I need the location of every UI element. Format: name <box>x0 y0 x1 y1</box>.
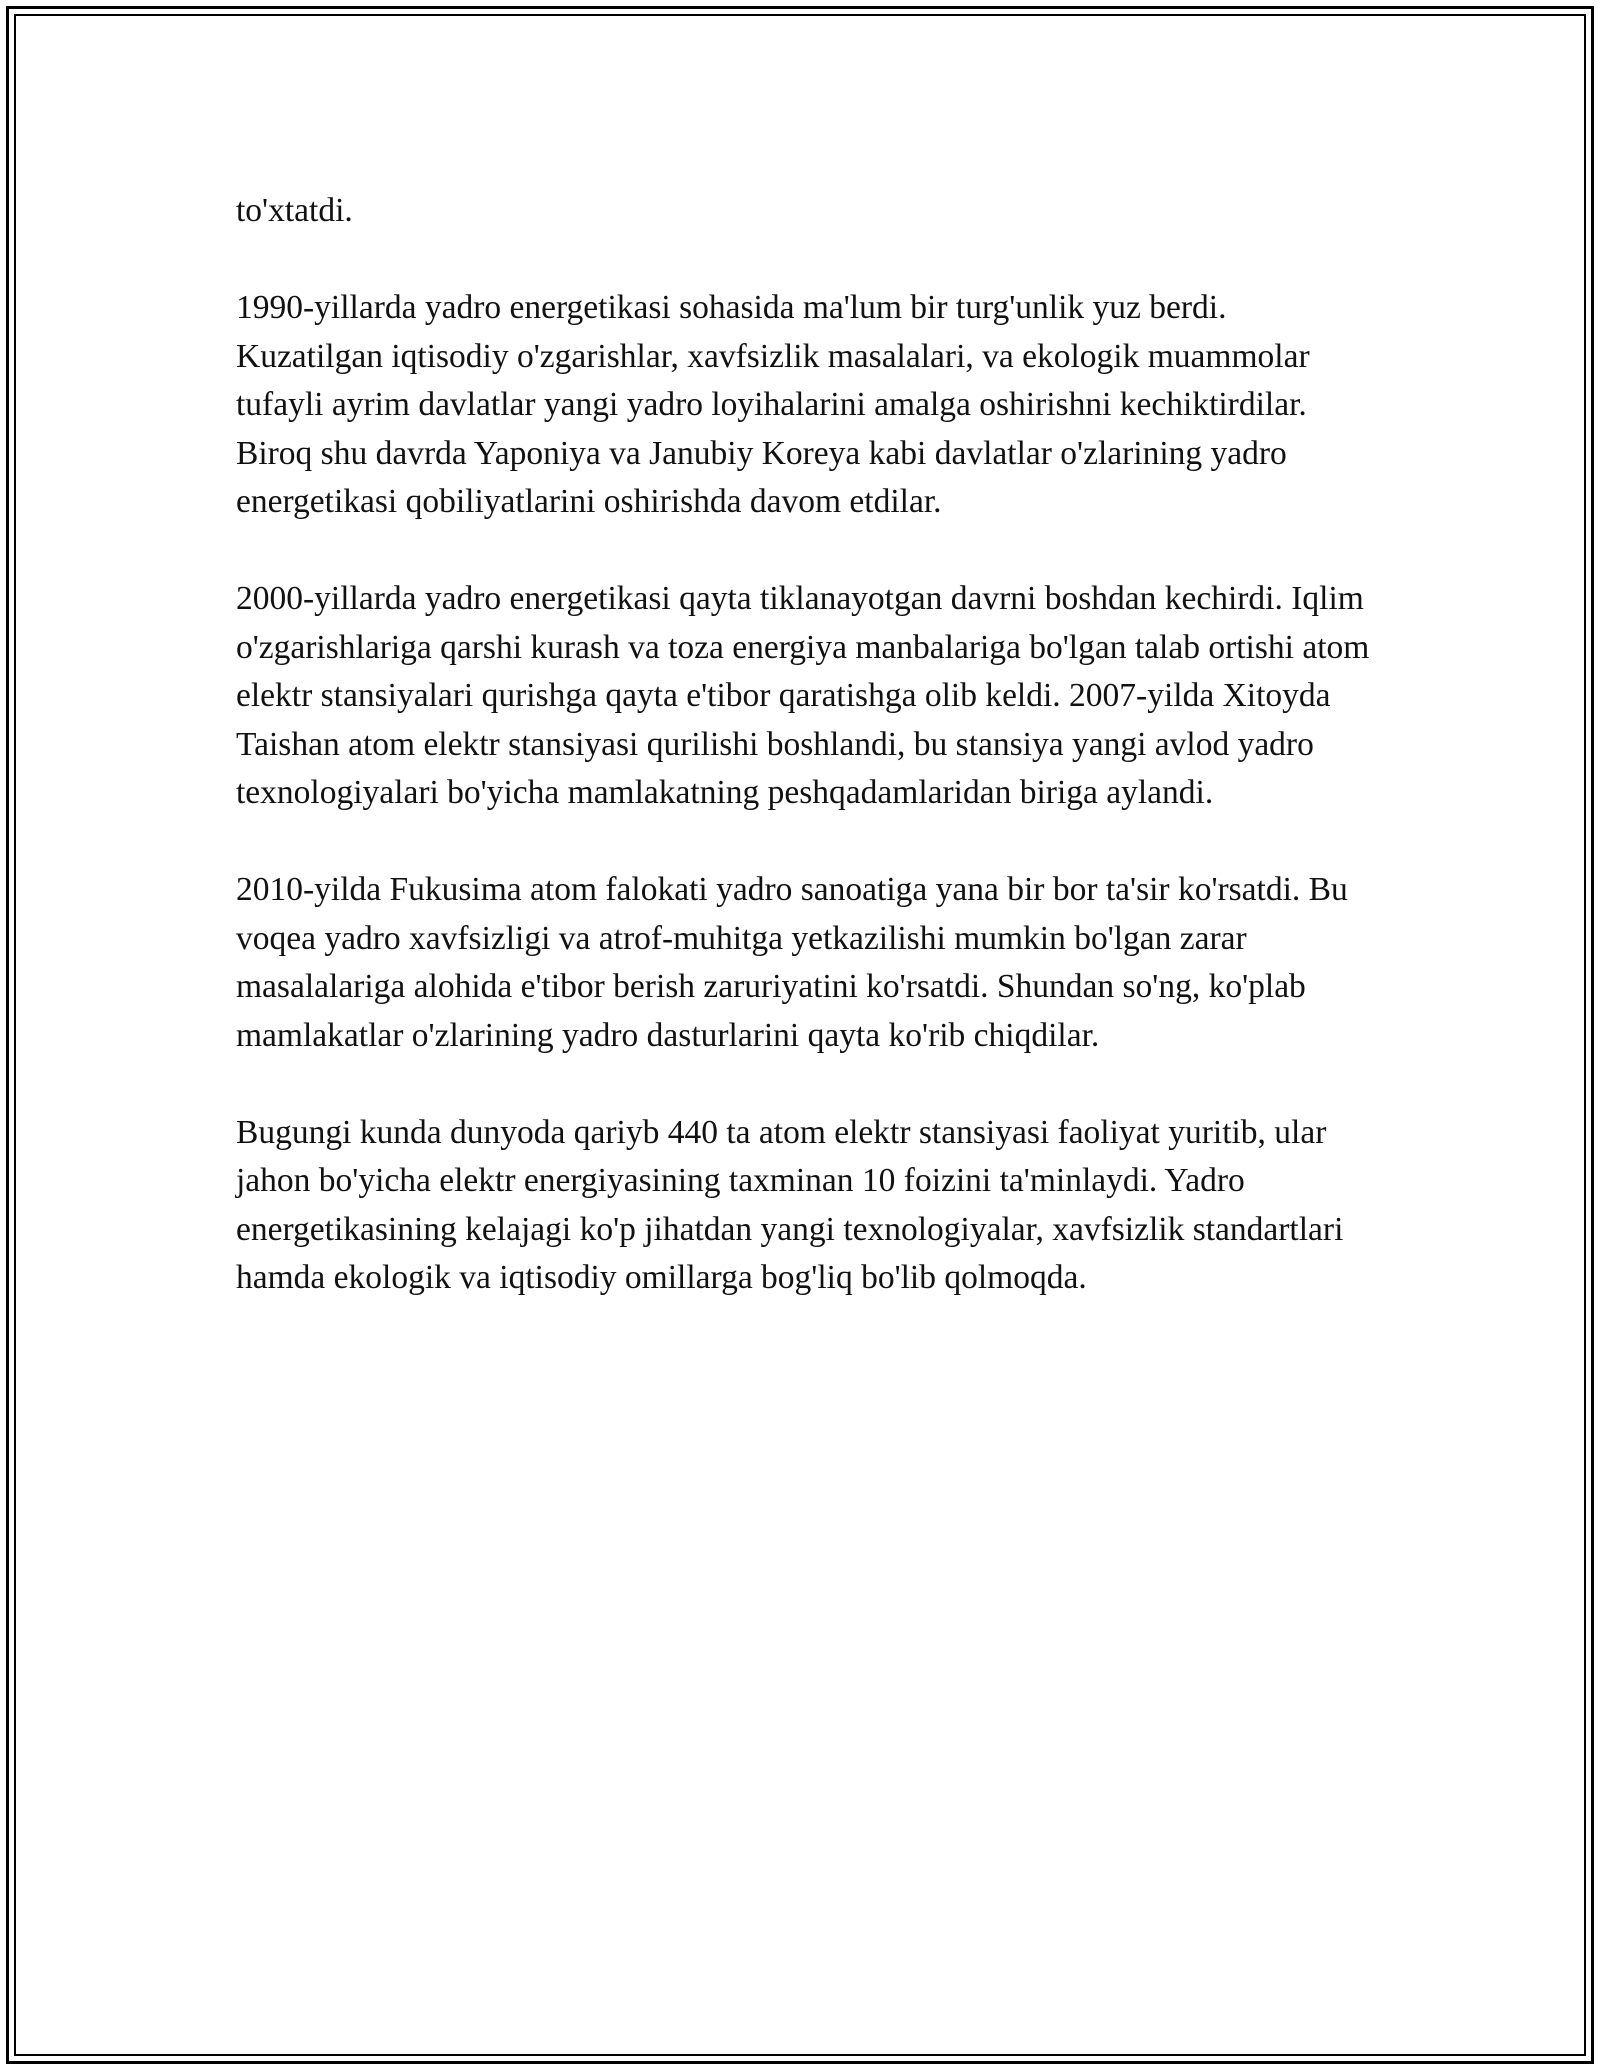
paragraph-continuation: to'xtatdi. <box>236 192 353 229</box>
paragraph-today: Bugungi kunda dunyoda qariyb 440 ta atom elektr stansiyasi faoliyat yuritib, ular jahon bo'yicha elektr energiyasining taxminan 10 foizini ta'minlaydi. Yadro energetikasining kelajagi ko'p jihatdan yangi texnologiyalar, xavfsizlik standartlari hamda ekologik va iqtisodiy omillarga bog'liq bo'lib qolmoqda. <box>236 1113 1344 1296</box>
paragraph-1990s: 1990-yillarda yadro energetikasi sohasida ma'lum bir turg'unlik yuz berdi. Kuzatilgan iqtisodiy o'zgarishlar, xavfsizlik masalalari, va ekologik muammolar tufayli ayrim davlatlar yangi yadro loyihalarini amalga oshirishni kechiktirdilar. Biroq shu davrda Yaponiya va Janubiy Koreya kabi davlatlar o'zlarining yadro energetikasi qobiliyatlarini oshirishda davom etdilar. <box>236 289 1310 520</box>
paragraph-2010: 2010-yilda Fukusima atom falokati yadro sanoatiga yana bir bor ta'sir ko'rsatdi. Bu voqea yadro xavfsizligi va atrof-muhitga yetkazilishi mumkin bo'lgan zarar masalalariga alohida e'tibor berish zaruriyatini ko'rsatdi. Shundan so'ng, ko'plab mamlakatlar o'zlarining yadro dasturlarini qayta ko'rib chiqdilar. <box>236 871 1348 1054</box>
paragraph-2000s: 2000-yillarda yadro energetikasi qayta tiklanayotgan davrni boshdan kechirdi. Iqlim o'zgarishlariga qarshi kurash va toza energiya manbalariga bo'lgan talab ortishi atom elektr stansiyalari qurishga qayta e'tibor qaratishga olib keldi. 2007-yilda Xitoyda Taishan atom elektr stansiyasi qurilishi boshlandi, bu stansiya yangi avlod yadro texnologiyalari bo'yicha mamlakatning peshqadamlaridan biriga aylandi. <box>236 580 1370 811</box>
document-body <box>236 187 1376 1351</box>
